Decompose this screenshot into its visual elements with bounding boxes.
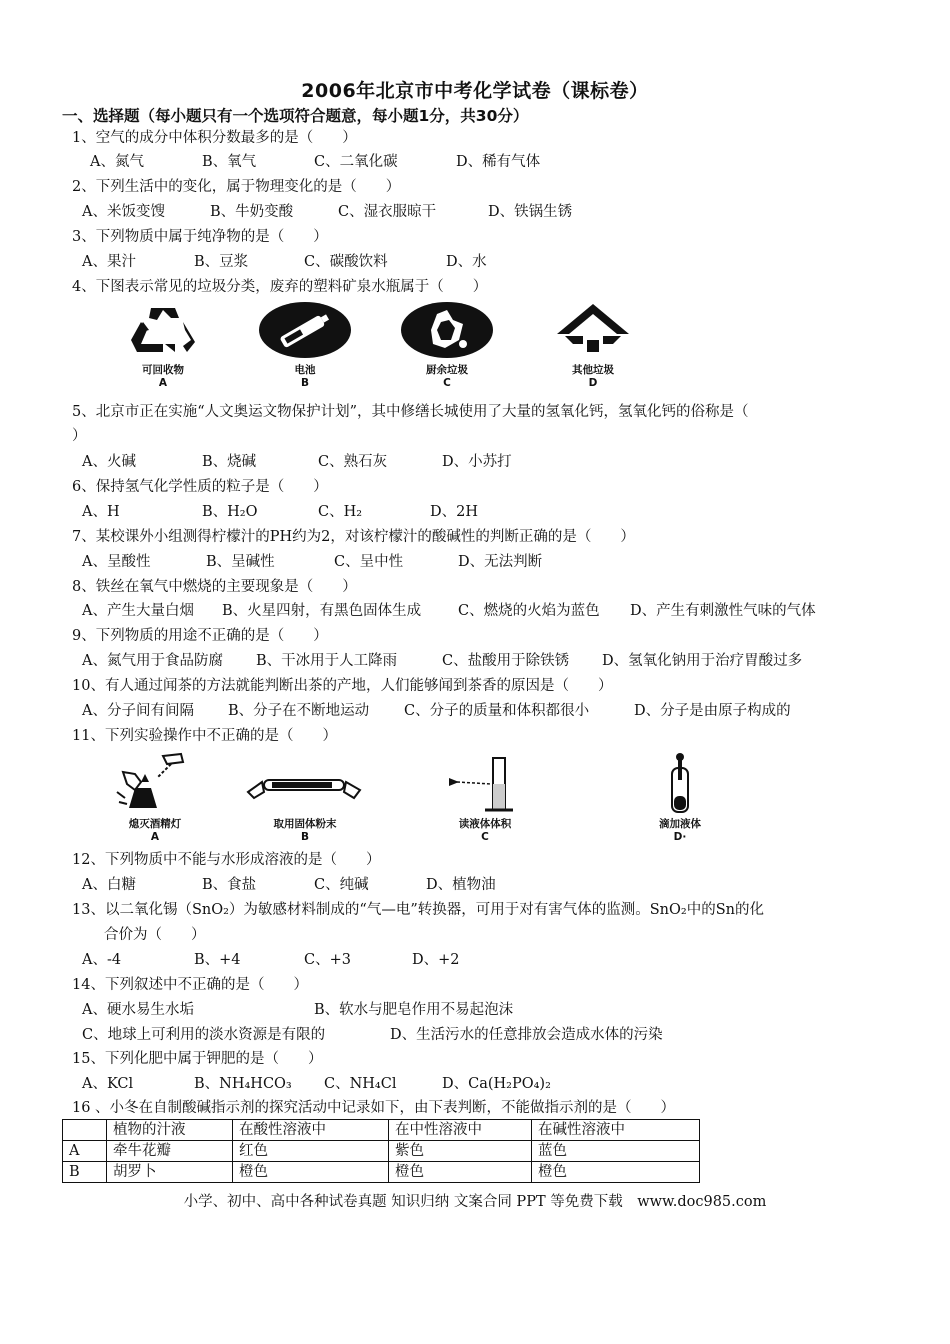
option-d: D、稀有气体 (456, 154, 541, 170)
option-b: B、氧气 (202, 154, 257, 170)
question-8-options (82, 601, 816, 621)
question-10-options (82, 701, 791, 721)
question-6-options (82, 502, 478, 522)
question-14: 14、下列叙述中不正确的是（ ） (72, 977, 308, 993)
question-14-options-row2 (82, 1025, 663, 1045)
figure-kitchen-waste (392, 300, 502, 390)
table-cell: 蓝色 (532, 1141, 700, 1162)
option-c: C、地球上可利用的淡水资源是有限的 (82, 1027, 326, 1043)
figure-caption: 可回收物 (142, 364, 184, 376)
question-11: 11、下列实验操作中不正确的是（ ） (72, 728, 337, 744)
table-cell: 牵牛花瓣 (107, 1141, 233, 1162)
option-c: C、纯碱 (314, 877, 369, 893)
option-d: D、生活污水的任意排放会造成水体的污染 (390, 1027, 663, 1043)
table-cell: 紫色 (389, 1141, 532, 1162)
option-d: D、产生有刺激性气味的气体 (630, 603, 816, 619)
graduated-cylinder-icon (435, 752, 535, 814)
question-1-options (90, 152, 540, 172)
option-c: C、碳酸饮料 (304, 254, 388, 270)
option-c: C、+3 (304, 952, 351, 968)
footer-note: 小学、初中、高中各种试卷真题 知识归纳 文案合同 PPT 等免费下载 www.doc985.com (183, 1194, 767, 1210)
option-a: A、米饭变馊 (82, 204, 165, 220)
option-c: C、燃烧的火焰为蓝色 (458, 603, 600, 619)
question-13-options (82, 950, 460, 970)
figure-caption: 读液体体积 (458, 818, 512, 830)
indicator-table (62, 1119, 700, 1183)
table-cell: 红色 (233, 1141, 389, 1162)
lab-figures (100, 752, 740, 852)
option-b: B、呈碱性 (206, 554, 275, 570)
figure-letter: A (158, 377, 168, 389)
table-row (63, 1141, 700, 1162)
table-header-row (63, 1120, 700, 1141)
option-d: D、+2 (412, 952, 460, 968)
table-row (63, 1162, 700, 1183)
option-d: D、Ca(H₂PO₄)₂ (442, 1076, 551, 1092)
question-5-options (82, 452, 512, 472)
figure-add-liquid (630, 752, 730, 844)
option-c: C、熟石灰 (318, 454, 388, 470)
option-d: D、分子是由原子构成的 (634, 703, 791, 719)
table-header-cell: 在碱性溶液中 (532, 1120, 700, 1141)
option-c: C、分子的质量和体积都很小 (404, 703, 590, 719)
other-waste-icon (543, 300, 643, 360)
option-a: A、KCl (82, 1076, 134, 1092)
figure-battery (250, 300, 360, 390)
figure-caption: 取用固体粉末 (273, 818, 337, 830)
question-6: 6、保持氢气化学性质的粒子是（ ） (72, 479, 328, 495)
table-header-cell: 在酸性溶液中 (233, 1120, 389, 1141)
figure-letter: A (150, 831, 160, 843)
alcohol-lamp-icon (105, 752, 205, 814)
option-b: B、干冰用于人工降雨 (256, 653, 398, 669)
figure-letter: D (588, 377, 598, 389)
option-b: B、软水与肥皂作用不易起泡沫 (314, 1002, 514, 1018)
question-3: 3、下列物质中属于纯净物的是（ ） (72, 229, 328, 245)
option-a: A、氮气用于食品防腐 (82, 653, 223, 669)
option-d: D、植物油 (426, 877, 496, 893)
option-b: B、分子在不断地运动 (228, 703, 370, 719)
table-cell: 橙色 (532, 1162, 700, 1183)
table-cell: A (63, 1141, 107, 1162)
option-b: B、火星四射，有黑色固体生成 (222, 603, 422, 619)
option-d: D、无法判断 (458, 554, 543, 570)
question-2-options (82, 202, 572, 222)
battery-icon (255, 300, 355, 360)
question-12: 12、下列物质中不能与水形成溶液的是（ ） (72, 852, 381, 868)
question-15-options (82, 1074, 551, 1094)
question-4: 4、下图表示常见的垃圾分类，废弃的塑料矿泉水瓶属于（ ） (72, 279, 488, 295)
question-3-options (82, 252, 487, 272)
question-9-options (82, 651, 802, 671)
figure-letter: B (300, 831, 309, 843)
question-13: 13、以二氧化锡（SnO₂）为敏感材料制成的“气—电”转换器，可用于对有害气体的监测。SnO₂中的Sn的化 (72, 902, 764, 918)
option-b: B、NH₄HCO₃ (194, 1076, 292, 1092)
option-a: A、产生大量白烟 (82, 603, 194, 619)
section-heading: 一、选择题（每小题只有一个选项符合题意，每小题1分，共30分） (62, 107, 529, 125)
figure-letter: D· (673, 831, 687, 843)
question-10: 10、有人通过闻茶的方法就能判断出茶的产地，人们能够闻到茶香的原因是（ ） (72, 678, 613, 694)
question-12-options (82, 875, 496, 895)
option-b: B、+4 (194, 952, 241, 968)
option-c: C、湿衣服晾干 (338, 204, 437, 220)
option-a: A、呈酸性 (82, 554, 151, 570)
option-b: B、食盐 (202, 877, 257, 893)
option-d: D、2H (430, 504, 478, 520)
option-a: A、H (82, 504, 120, 520)
question-5: 5、北京市正在实施“人文奥运文物保护计划”，其中修缮长城使用了大量的氢氧化钙，氢氧化钙的俗称是（ (72, 404, 749, 420)
figure-caption: 其他垃圾 (572, 364, 614, 376)
table-header-cell (63, 1120, 107, 1141)
figure-caption: 电池 (294, 364, 316, 376)
option-c: C、盐酸用于除铁锈 (442, 653, 570, 669)
table-header-cell: 在中性溶液中 (389, 1120, 532, 1141)
question-8: 8、铁丝在氧气中燃烧的主要现象是（ ） (72, 579, 357, 595)
option-d: D、水 (446, 254, 487, 270)
question-9: 9、下列物质的用途不正确的是（ ） (72, 628, 328, 644)
question-5-cont: ） (72, 428, 87, 444)
option-b: B、烧碱 (202, 454, 257, 470)
option-a: A、分子间有间隔 (82, 703, 194, 719)
option-c: C、NH₄Cl (324, 1076, 397, 1092)
table-cell: 橙色 (389, 1162, 532, 1183)
option-c: C、二氧化碳 (314, 154, 398, 170)
figure-caption: 厨余垃圾 (426, 364, 468, 376)
figure-letter: B (300, 377, 309, 389)
figure-letter: C (443, 377, 451, 389)
recycle-icon (113, 300, 213, 360)
option-a: A、果汁 (82, 254, 136, 270)
question-1: 1、空气的成分中体积分数最多的是（ ） (72, 130, 357, 146)
option-d: D、铁锅生锈 (488, 204, 573, 220)
option-b: B、牛奶变酸 (210, 204, 294, 220)
page-title: 2006年北京市中考化学试卷（课标卷） (301, 80, 649, 102)
figure-recyclable (108, 300, 218, 390)
figure-alcohol-lamp (100, 752, 210, 844)
question-14-options-row1 (82, 1000, 513, 1020)
table-cell: B (63, 1162, 107, 1183)
option-c: C、H₂ (318, 504, 363, 520)
figure-read-volume (430, 752, 540, 844)
figure-caption: 滴加液体 (659, 818, 701, 830)
test-tube-powder-icon (242, 752, 368, 814)
table-header-cell: 植物的汁液 (107, 1120, 233, 1141)
garbage-figures (100, 300, 660, 400)
figure-letter: C (481, 831, 489, 843)
table-cell: 橙色 (233, 1162, 389, 1183)
question-13-cont: 合价为（ ） (104, 927, 206, 943)
option-c: C、呈中性 (334, 554, 404, 570)
kitchen-waste-icon (397, 300, 497, 360)
option-a: A、-4 (82, 952, 122, 968)
figure-caption: 熄灭酒精灯 (128, 818, 182, 830)
option-b: B、H₂O (202, 504, 258, 520)
question-7-options (82, 552, 542, 572)
option-a: A、火碱 (82, 454, 136, 470)
question-7: 7、某校课外小组测得柠檬汁的PH约为2，对该柠檬汁的酸碱性的判断正确的是（ ） (72, 529, 635, 545)
figure-solid-powder (240, 752, 370, 844)
option-b: B、豆浆 (194, 254, 249, 270)
figure-other-waste (538, 300, 648, 390)
table-cell: 胡罗卜 (107, 1162, 233, 1183)
question-16: 16 、小冬在自制酸碱指示剂的探究活动中记录如下，由下表判断，不能做指示剂的是（ ） (72, 1100, 676, 1116)
question-15: 15、下列化肥中属于钾肥的是（ ） (72, 1051, 323, 1067)
option-a: A、硬水易生水垢 (82, 1002, 194, 1018)
option-a: A、白糖 (82, 877, 136, 893)
option-a: A、氮气 (90, 154, 144, 170)
option-d: D、小苏打 (442, 454, 512, 470)
dropper-test-tube-icon (635, 752, 725, 814)
option-d: D、氢氧化钠用于治疗胃酸过多 (602, 653, 803, 669)
question-2: 2、下列生活中的变化，属于物理变化的是（ ） (72, 179, 401, 195)
